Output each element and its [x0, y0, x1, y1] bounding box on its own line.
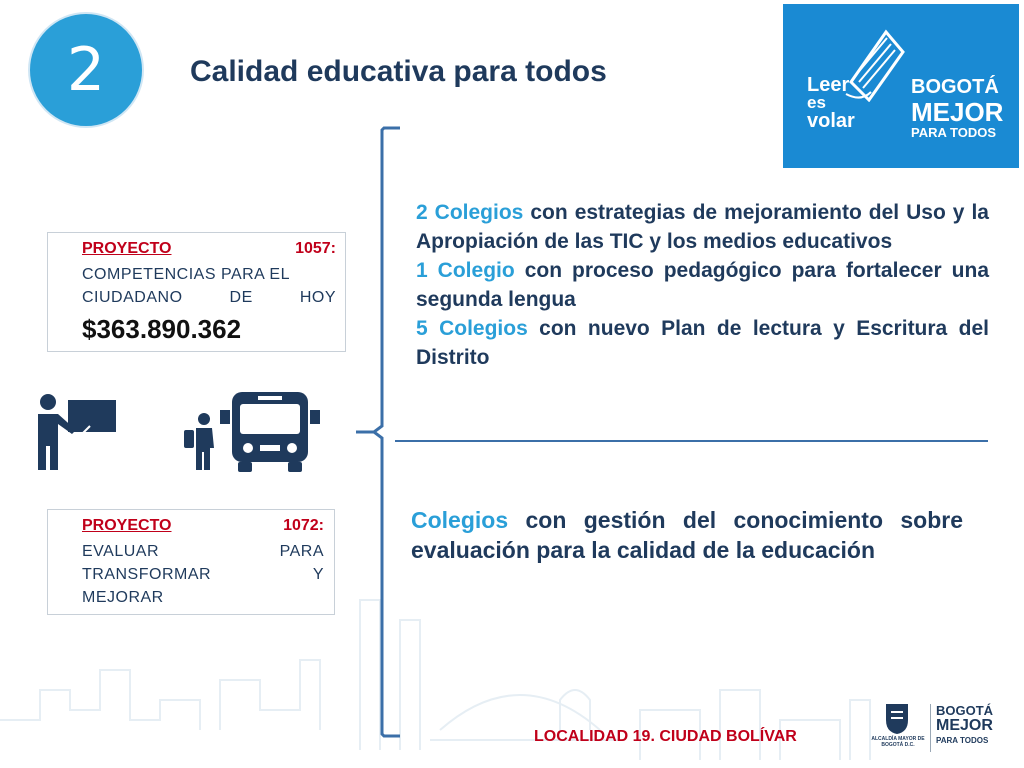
project-1072-box — [47, 509, 335, 615]
student-icon — [184, 412, 218, 472]
coat-of-arms-icon — [882, 702, 912, 736]
curly-brace — [354, 126, 402, 738]
desc-item: 1 Colegio con proceso pedagógico para fortalecer una segunda lengua — [416, 259, 989, 311]
footer-logos — [870, 700, 1020, 760]
project-1072-heading: PROYECTO 1072: — [82, 517, 324, 534]
project-1057-amount: $363.890.362 — [82, 314, 242, 344]
footer-brand: BOGOTÁ MEJOR PARA TODOS — [936, 703, 994, 745]
slide-title: Calidad educativa para todos — [190, 55, 607, 88]
slide-number-badge: 2 — [28, 12, 144, 128]
project-1057-box — [47, 232, 346, 352]
campaign-logo — [783, 4, 1019, 168]
description-top — [416, 198, 989, 372]
logo-bogota-text: BOGOTÁ MEJOR PARA TODOS — [911, 76, 1004, 140]
logo-leer-text: Leer es volar — [807, 74, 855, 132]
desc-item: 2 Colegios con estrategias de mejoramiento del Uso y la Apropiación de las TIC y los medios educativos — [416, 201, 989, 253]
project-1072-name: EVALUAR PARA TRANSFORMAR Y MEJORAR — [82, 543, 324, 606]
footer-locality: LOCALIDAD 19. CIUDAD BOLÍVAR — [534, 728, 797, 745]
section-divider — [395, 440, 988, 442]
description-bottom: Colegios con gestión del conocimiento sobre evaluación para la calidad de la educación — [411, 507, 963, 563]
project-1057-name: COMPETENCIAS PARA EL CIUDADANO DE HOY — [82, 266, 336, 306]
project-1057-heading: PROYECTO 1057: — [82, 240, 336, 257]
desc-item: 5 Colegios con nuevo Plan de lectura y Escritura del Distrito — [416, 317, 989, 369]
teacher-icon — [34, 392, 118, 472]
alcaldia-label: ALCALDÍA MAYOR DE BOGOTÁ D.C. — [871, 736, 925, 748]
footer-divider — [930, 704, 931, 752]
bus-icon — [220, 390, 320, 474]
